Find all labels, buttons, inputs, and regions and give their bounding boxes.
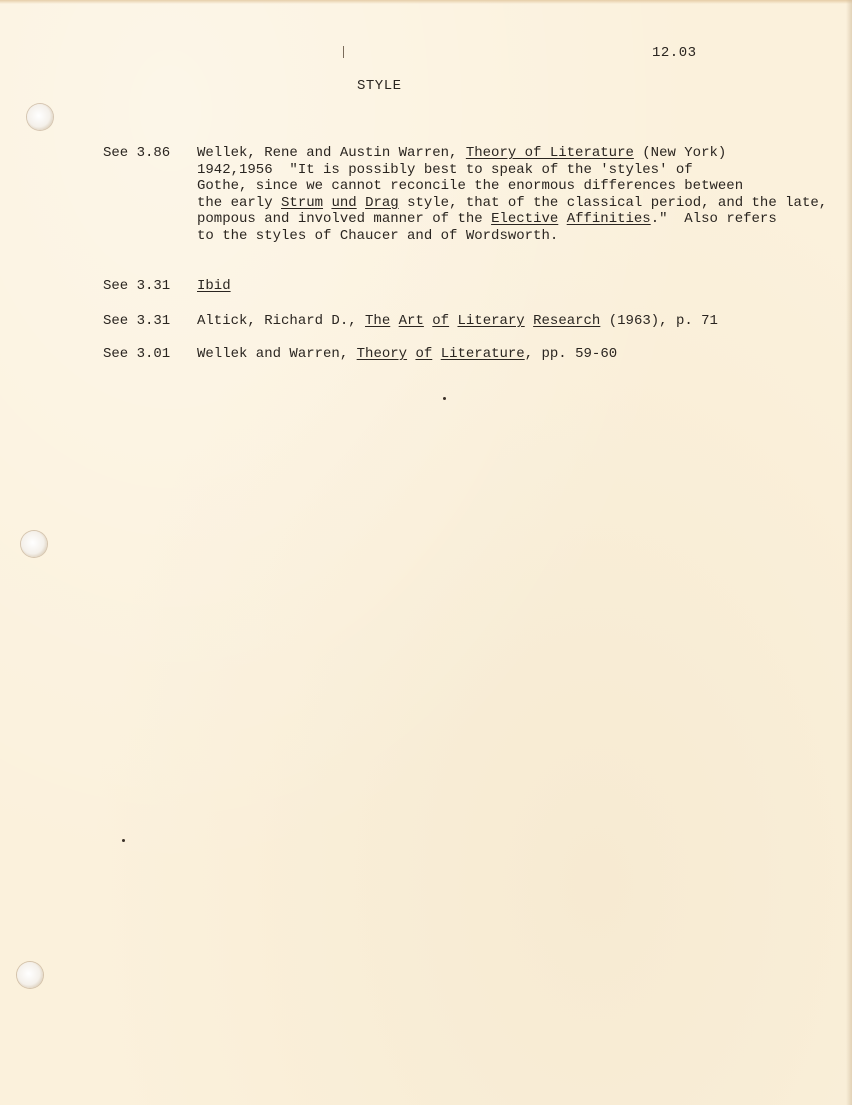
underlined-title: of: [432, 313, 450, 329]
citation-fragment: [357, 195, 365, 211]
underlined-title: Art: [398, 313, 424, 329]
citation-fragment: [558, 211, 566, 227]
citation-line: [197, 178, 827, 195]
citation-fragment: style, that of the classical period, and the late,: [398, 194, 828, 211]
citation-fragment: [449, 313, 457, 329]
page-number: 12.03: [652, 45, 697, 61]
citation-fragment: 1942,1956 "It is possibly best to speak of the 'styles' of: [197, 161, 693, 178]
citation-line: [197, 211, 827, 228]
citation-line: [197, 313, 718, 330]
citation-line: [197, 228, 827, 245]
citation-fragment: Altick, Richard D.,: [197, 313, 366, 329]
cross-reference: See 3.31: [103, 313, 171, 329]
page-title: STYLE: [357, 78, 402, 94]
citation-fragment: (1963), p. 71: [600, 313, 718, 329]
underlined-title: Literary: [457, 313, 525, 329]
citation-line: [197, 195, 827, 212]
citation-fragment: to the styles of Chaucer and of Wordsworth.: [197, 227, 559, 244]
citation-text: [197, 278, 231, 295]
pencil-tick-mark: [343, 46, 344, 58]
underlined-title: Research: [533, 313, 601, 329]
citation-fragment: ." Also refers: [650, 211, 777, 227]
citation-line: [197, 162, 827, 179]
citation-text: [197, 145, 827, 244]
citation-fragment: [390, 313, 398, 329]
paper-edge-right: [846, 0, 852, 1105]
citation-fragment: Wellek and Warren,: [197, 346, 357, 362]
underlined-title: of: [415, 346, 433, 362]
underlined-title: Drag: [365, 194, 399, 211]
citation-fragment: , pp. 59-60: [524, 346, 618, 362]
citation-fragment: (New York): [633, 145, 727, 161]
cross-reference: See 3.86: [103, 145, 171, 161]
underlined-title: Literature: [440, 346, 525, 362]
cross-reference: See 3.01: [103, 346, 171, 362]
punch-hole-icon: [21, 531, 47, 557]
underlined-title: Theory: [356, 346, 408, 362]
underlined-title: und: [331, 194, 357, 211]
citation-fragment: pompous and involved manner of the: [197, 211, 492, 227]
paper-edge-top: [0, 0, 852, 4]
underlined-title: Affinities: [566, 211, 651, 227]
citation-fragment: Gothe, since we cannot reconcile the enormous differences between: [197, 178, 744, 194]
citation-fragment: Wellek, Rene and Austin Warren,: [197, 145, 466, 161]
citation-fragment: [525, 313, 533, 329]
ink-speck: [122, 839, 125, 842]
citation-line: [197, 278, 231, 295]
bibliography-entry: [103, 346, 618, 412]
underlined-title: Theory of Literature: [465, 145, 634, 161]
punch-hole-icon: [17, 962, 43, 988]
citation-line: [197, 145, 827, 162]
ink-speck: [443, 397, 446, 400]
underlined-title: The: [365, 313, 391, 329]
underlined-title: Elective: [491, 211, 559, 227]
underlined-title: Ibid: [197, 278, 231, 294]
citation-line: [197, 346, 617, 363]
cross-reference: See 3.31: [103, 278, 171, 294]
citation-text: [197, 313, 718, 330]
citation-fragment: [432, 346, 440, 362]
bibliography-entry: [103, 145, 828, 244]
punch-hole-icon: [27, 104, 53, 130]
citation-fragment: the early: [197, 194, 282, 211]
underlined-title: Strum: [281, 194, 324, 211]
citation-text: [197, 346, 617, 363]
